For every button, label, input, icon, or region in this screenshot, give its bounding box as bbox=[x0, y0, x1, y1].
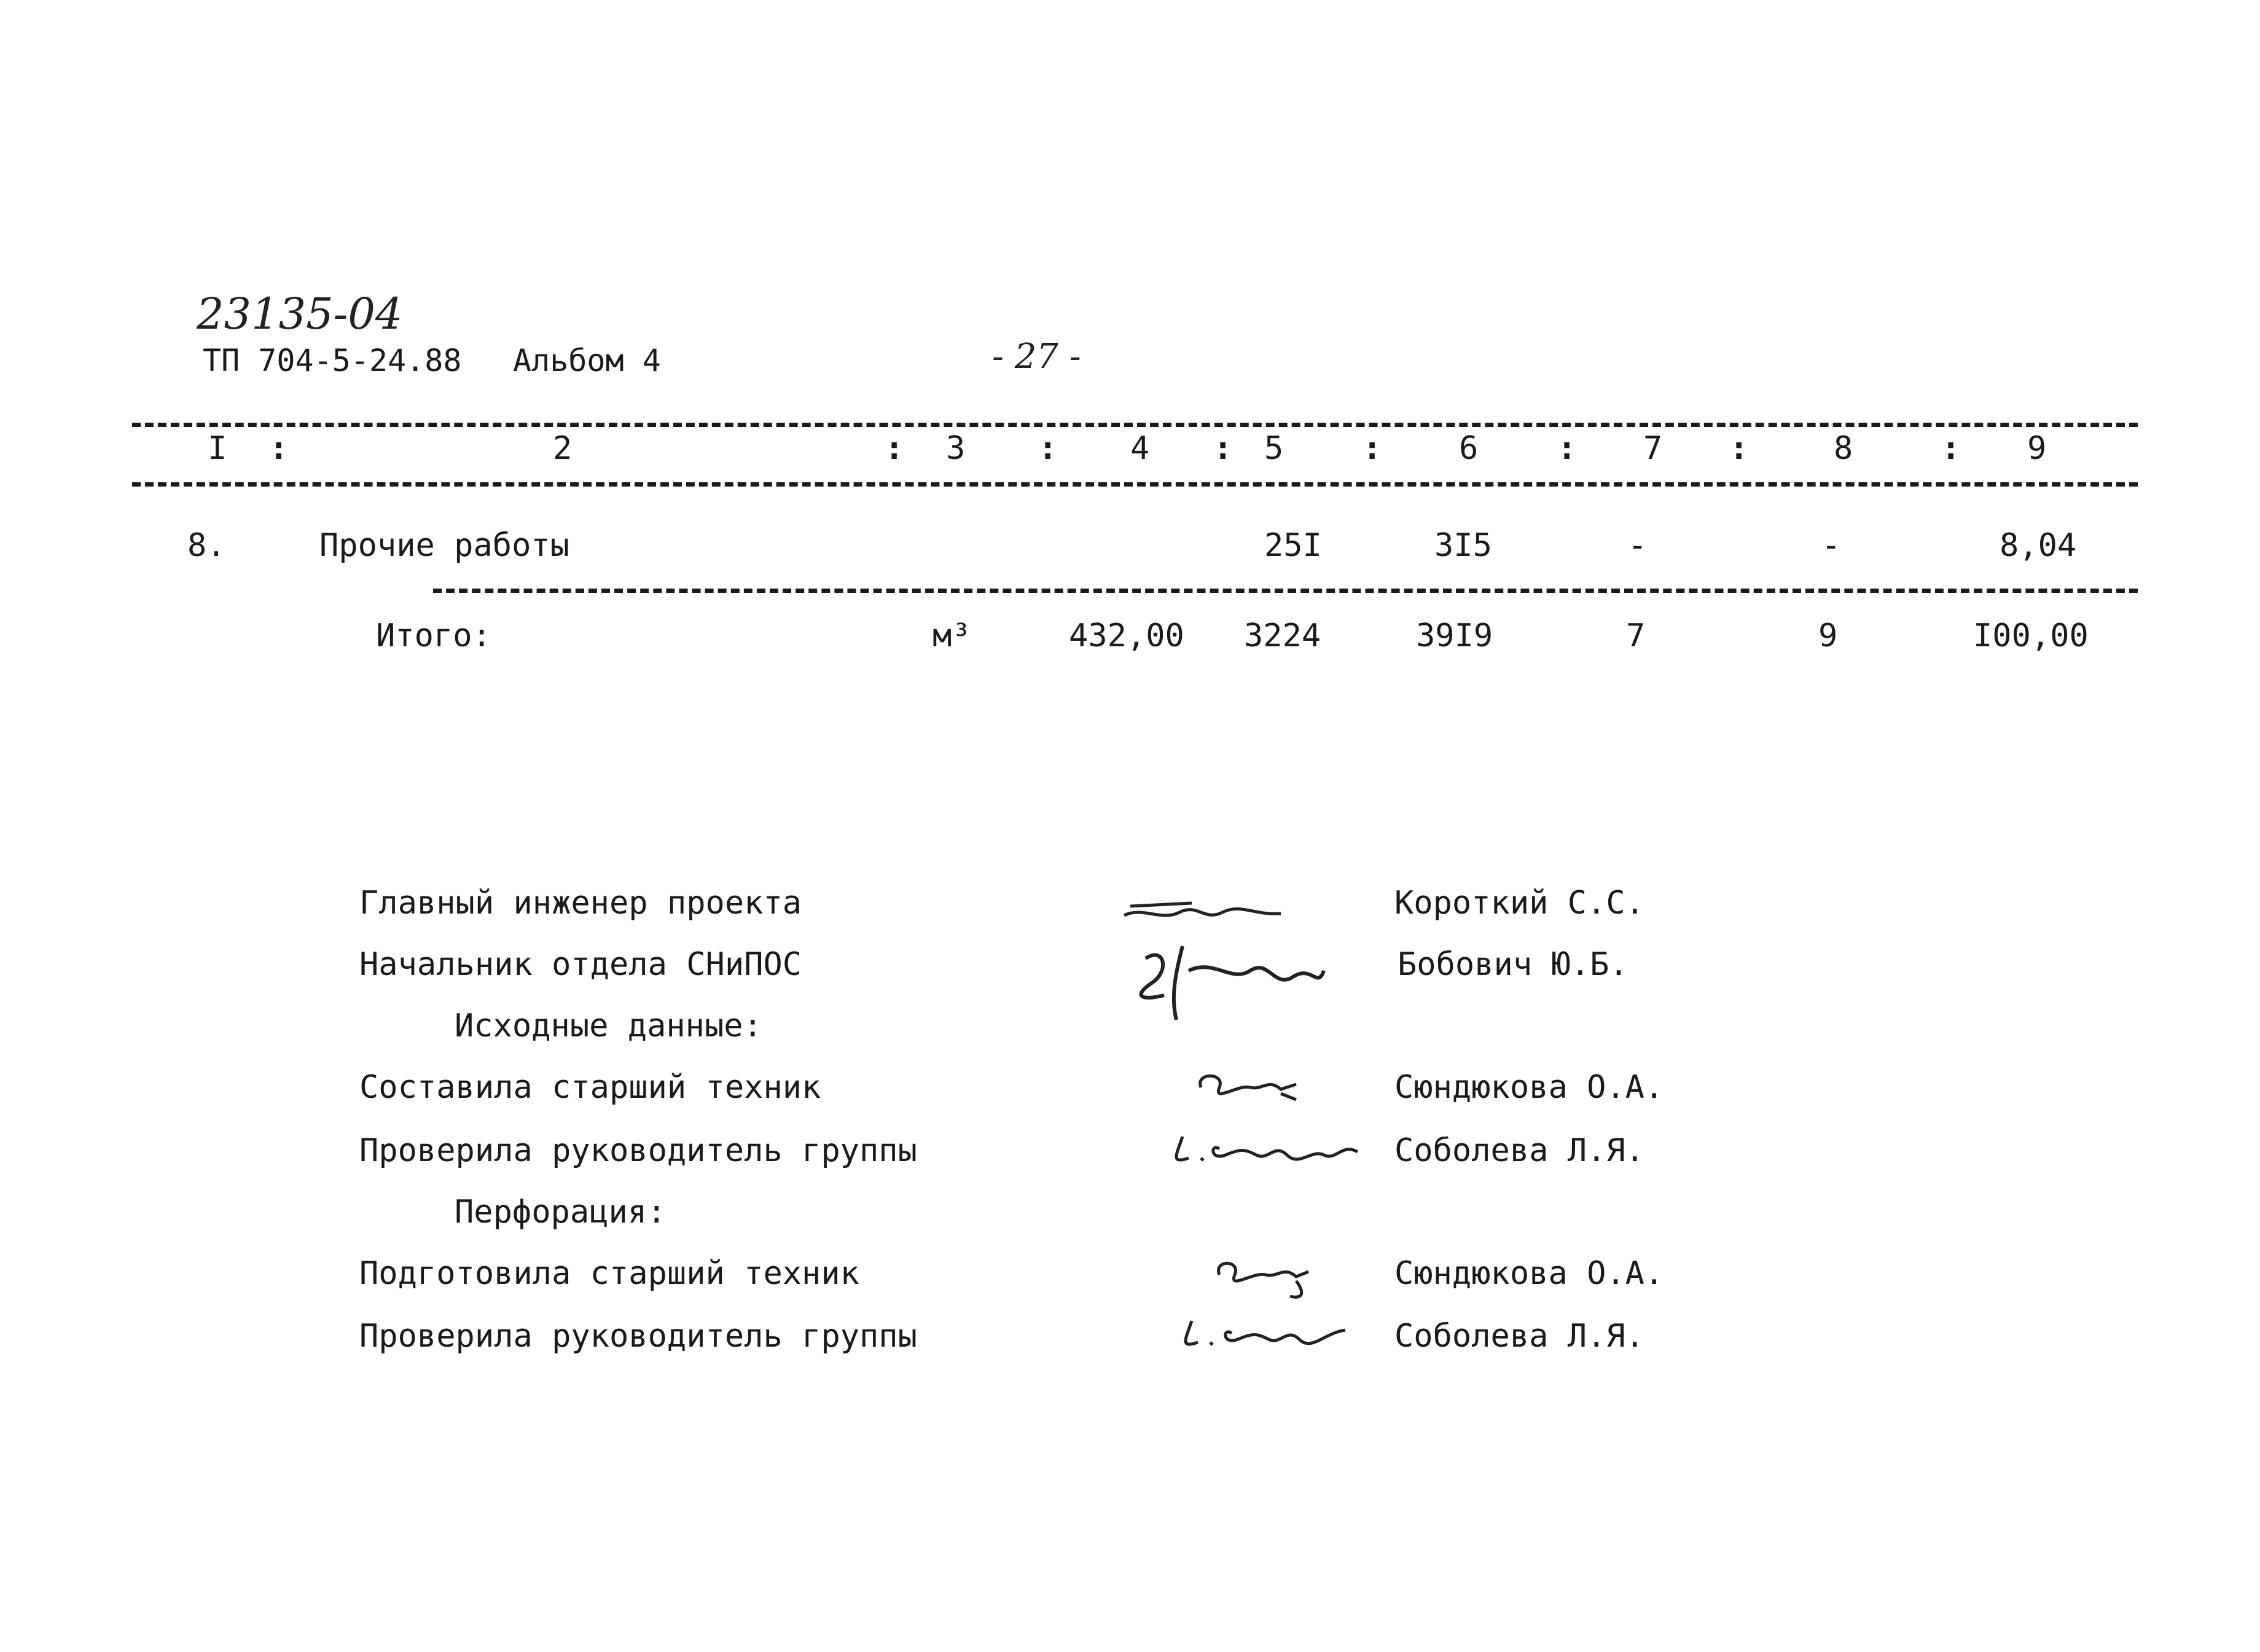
column-number-3: 3 bbox=[946, 430, 966, 467]
checked-name: Соболева Л.Я. bbox=[1394, 1132, 1644, 1169]
handwritten-doc-code: 23135-04 bbox=[197, 289, 403, 339]
row-number: 8. bbox=[187, 527, 226, 564]
total-col4: 432,00 bbox=[1069, 617, 1184, 654]
compiled-name: Сюндюкова О.А. bbox=[1394, 1069, 1664, 1106]
column-separator: : bbox=[269, 430, 289, 467]
total-col9: I00,00 bbox=[1973, 617, 2089, 654]
page-number: - 27 - bbox=[992, 337, 1081, 377]
total-col7: 7 bbox=[1626, 617, 1646, 654]
signature-compiled bbox=[1189, 1060, 1305, 1109]
column-number-7: 7 bbox=[1643, 430, 1663, 467]
column-number-1: I bbox=[208, 430, 227, 467]
signature-prepared bbox=[1204, 1247, 1321, 1302]
column-separator: : bbox=[1729, 430, 1749, 467]
column-number-2: 2 bbox=[553, 430, 573, 467]
column-separator: : bbox=[1363, 430, 1382, 467]
doc-reference: ТП 704-5-24.88 bbox=[203, 343, 462, 378]
signature-checked bbox=[1164, 1124, 1367, 1173]
prepared-name: Сюндюкова О.А. bbox=[1394, 1255, 1664, 1292]
section-input-data: Исходные данные: bbox=[455, 1008, 762, 1044]
column-separator: : bbox=[1557, 430, 1577, 467]
row-name: Прочие работы bbox=[319, 527, 569, 564]
checked-role: Проверила руководитель группы bbox=[359, 1132, 917, 1169]
column-separator: : bbox=[885, 430, 904, 467]
signature-dept-head bbox=[1127, 934, 1336, 1026]
total-label: Итого: bbox=[376, 617, 491, 654]
column-number-5: 5 bbox=[1264, 430, 1284, 467]
section-perforation: Перфорация: bbox=[455, 1194, 667, 1231]
row-col5: 25I bbox=[1264, 527, 1322, 564]
album-label: Альбом 4 bbox=[513, 343, 661, 378]
row-col6: 3I5 bbox=[1434, 527, 1492, 564]
column-number-8: 8 bbox=[1834, 430, 1853, 467]
signature-chief-engineer bbox=[1118, 888, 1290, 937]
signature-checked2 bbox=[1170, 1309, 1355, 1358]
total-col8: 9 bbox=[1818, 617, 1838, 654]
row-col8: - bbox=[1821, 527, 1841, 564]
row-col9: 8,04 bbox=[2000, 527, 2077, 564]
total-col6: 39I9 bbox=[1416, 617, 1493, 654]
column-separator: : bbox=[1941, 430, 1961, 467]
chief-engineer-role: Главный инженер проекта bbox=[359, 885, 802, 922]
column-separator: : bbox=[1213, 430, 1233, 467]
prepared-role: Подготовила старший техник bbox=[359, 1255, 859, 1292]
table-header-bottom-rule bbox=[132, 482, 2138, 487]
dept-head-role: Начальник отдела СНиПОС bbox=[359, 946, 802, 983]
column-number-4: 4 bbox=[1130, 430, 1150, 467]
checked2-role: Проверила руководитель группы bbox=[359, 1318, 917, 1355]
total-col5: 3224 bbox=[1244, 617, 1321, 654]
checked2-name: Соболева Л.Я. bbox=[1394, 1318, 1644, 1355]
total-rule bbox=[433, 589, 2138, 593]
row-col7: - bbox=[1628, 527, 1648, 564]
dept-head-name: Бобович Ю.Б. bbox=[1398, 946, 1629, 983]
column-number-6: 6 bbox=[1459, 430, 1479, 467]
column-number-9: 9 bbox=[2027, 430, 2047, 467]
table-top-rule bbox=[132, 423, 2138, 427]
chief-engineer-name: Короткий С.С. bbox=[1394, 885, 1644, 922]
column-separator: : bbox=[1038, 430, 1058, 467]
total-unit: м³ bbox=[933, 617, 971, 654]
compiled-role: Составила старший техник bbox=[359, 1069, 821, 1106]
